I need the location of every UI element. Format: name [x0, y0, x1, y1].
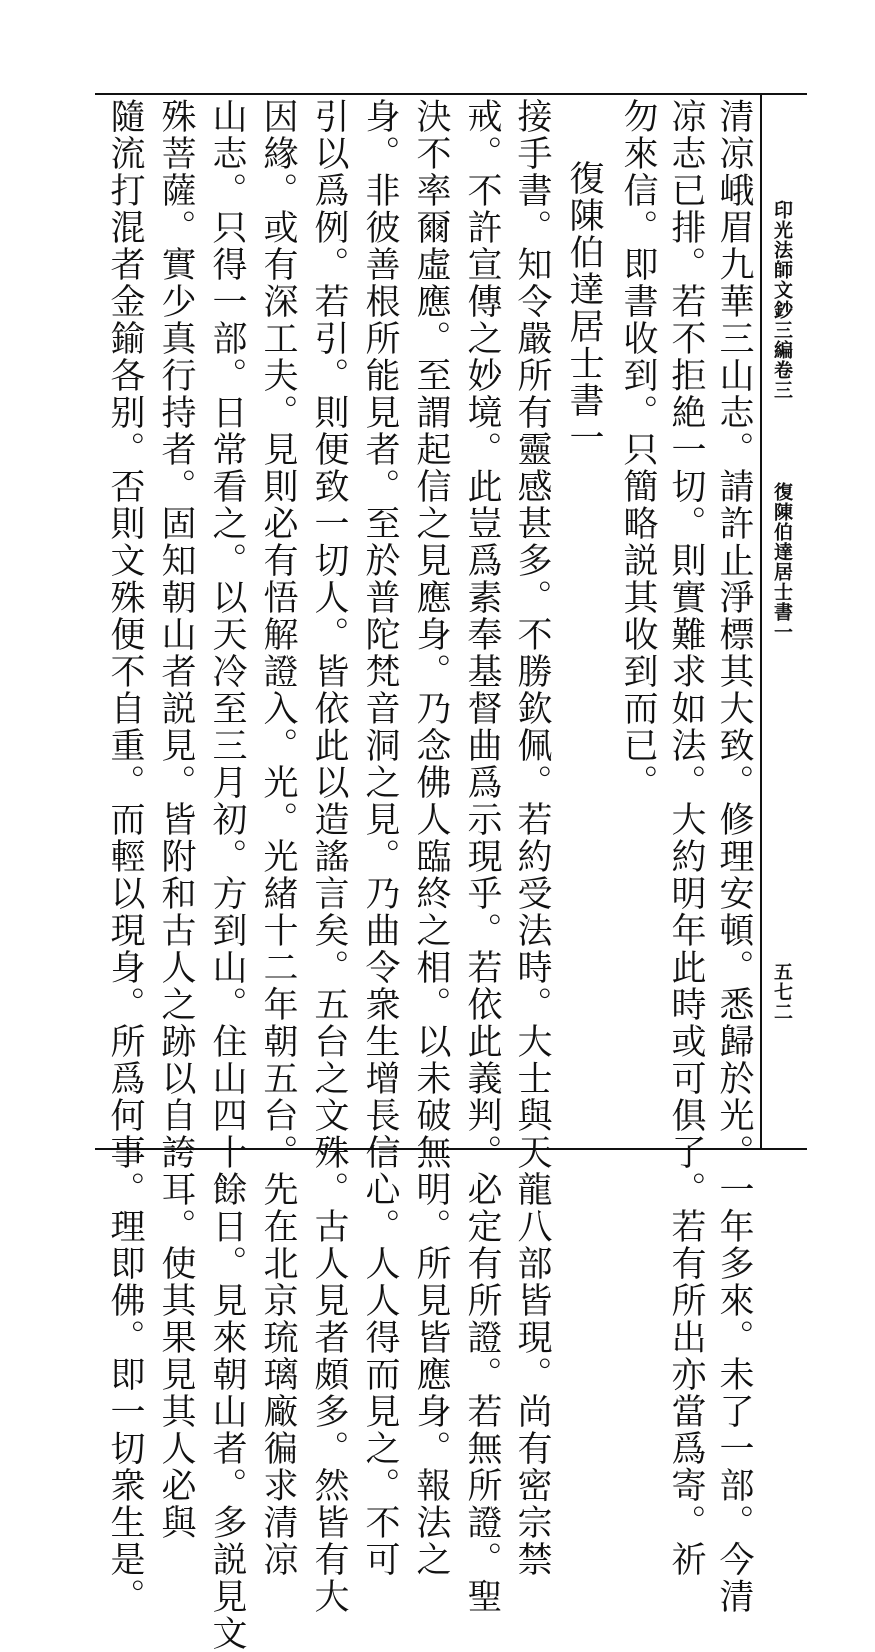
text-column-13: 隨流打混者金鍮各别。否則文殊便不自重。而輕以現身。所爲何事。理即佛。即一切衆生是。	[105, 98, 145, 1615]
frame-top-line	[95, 93, 807, 95]
text-column-1: 清凉峨眉九華三山志。請許止淨標其大致。修理安頓。悉歸於光。一年多來。未了一部。今清	[714, 98, 754, 1615]
running-header-chapter-title: 復陳伯達居士書一	[771, 482, 793, 642]
text-column-8: 身。非彼善根所能見者。至於普陀梵音洞之見。乃曲令衆生增長信心。人人得而見之。不可	[360, 98, 400, 1578]
text-column-10: 因緣。或有深工夫。見則必有悟解證入。光。光緒十二年朝五台。先在北京琉璃廠徧求清凉	[258, 98, 298, 1578]
running-header-book-title: 印光法師文鈔三編卷三	[771, 200, 793, 400]
text-column-2: 凉志已排。若不拒絶一切。則實難求如法。大約明年此時或可俱了。若有所出亦當爲寄。祈	[666, 98, 706, 1578]
text-column-9: 引以爲例。若引。則便致一切人。皆依此以造謠言矣。五台之文殊。古人見者頗多。然皆有大	[309, 98, 349, 1615]
text-column-7: 決不率爾虛應。至謂起信之見應身。乃念佛人臨終之相。以未破無明。所見皆應身。報法之	[411, 98, 451, 1578]
text-column-11: 山志。只得一部。日常看之。以天冷至三月初。方到山。住山四十餘日。見來朝山者。多説見文	[207, 98, 247, 1652]
margin-divider-line	[760, 93, 762, 1150]
text-column-12: 殊菩薩。實少真行持者。固知朝山者説見。皆附和古人之跡以自誇耳。使其果見其人必與	[156, 98, 196, 1541]
text-column-5: 接手書。知令嚴所有靈感甚多。不勝欽佩。若約受法時。大士與天龍八部皆現。尚有密宗禁	[512, 98, 552, 1578]
text-column-3: 勿來信。即書收到。只簡略説其收到而已。	[618, 98, 658, 801]
text-column-6: 戒。不許宣傳之妙境。此豈爲素奉基督曲爲示現乎。若依此義判。必定有所證。若無所證。聖	[462, 98, 502, 1615]
page-number: 五七二	[771, 962, 793, 1022]
letter-title: 復陳伯達居士書一	[564, 160, 604, 456]
